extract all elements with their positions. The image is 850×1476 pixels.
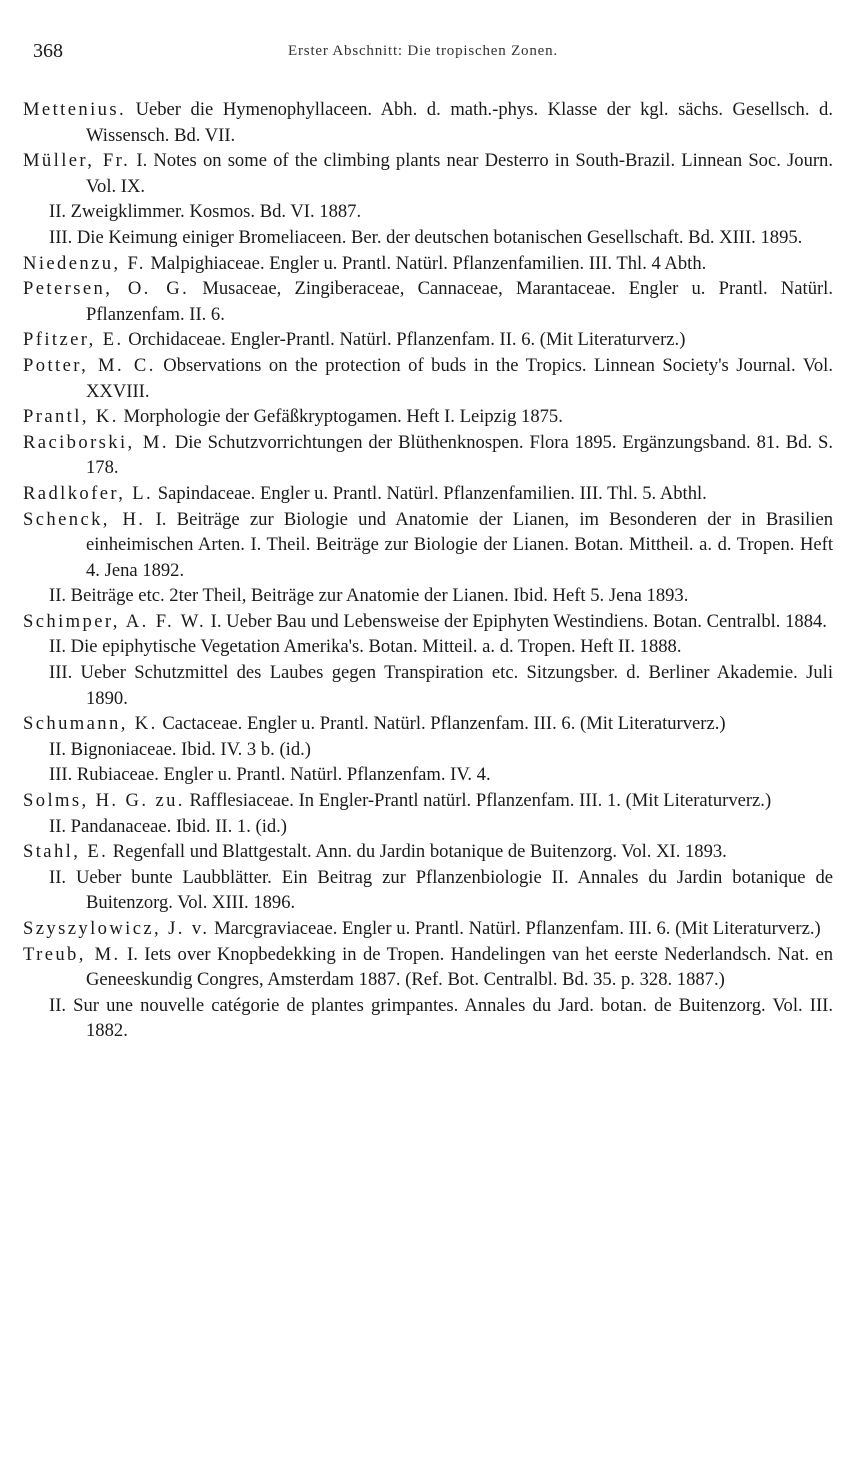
entry-author: Niedenzu, F.	[23, 252, 146, 274]
bibliography-entry	[23, 660, 833, 711]
ditto-dash	[23, 865, 49, 891]
entry-author: Schimper, A. F. W.	[23, 610, 207, 632]
bibliography-entry	[23, 251, 833, 277]
bibliography-entry	[23, 634, 833, 660]
entry-text: II. Beiträge etc. 2ter Theil, Beiträge zur Anatomie der Lianen. Ibid. Heft 5. Jena 1893.	[49, 585, 689, 607]
ditto-dash	[23, 583, 49, 609]
bibliography-entry	[23, 942, 833, 993]
entry-text: II. Sur une nouvelle catégorie de plantes grimpantes. Annales du Jard. botan. de Buitenzorg. Vol. III. 1882.	[49, 994, 833, 1042]
entry-text: Morphologie der Gefäßkryptogamen. Heft I. Leipzig 1875.	[123, 406, 563, 428]
entry-text: Rafflesiaceae. In Engler-Prantl natürl. Pflanzenfam. III. 1. (Mit Literaturverz.)	[189, 790, 772, 812]
entry-text: Orchidaceae. Engler-Prantl. Natürl. Pflanzenfam. II. 6. (Mit Literaturverz.)	[128, 329, 686, 351]
entry-author: Pfitzer, E.	[23, 329, 124, 351]
entry-author: Potter, M. C.	[23, 354, 156, 376]
entry-text: II. Zweigklimmer. Kosmos. Bd. VI. 1887.	[49, 201, 362, 223]
entry-text: Die Schutzvorrichtungen der Blüthenknospen. Flora 1895. Ergänzungsband. 81. Bd. S. 178.	[86, 431, 833, 479]
entry-author: Mettenius.	[23, 99, 127, 120]
ditto-dash	[23, 762, 49, 788]
entry-text: Musaceae, Zingiberaceae, Cannaceae, Marantaceae. Engler u. Prantl. Natürl. Pflanzenfam. II. 6.	[86, 278, 833, 325]
bibliography-entry	[23, 430, 833, 481]
ditto-dash	[23, 634, 49, 660]
running-title: Erster Abschnitt: Die tropischen Zonen.	[288, 43, 558, 59]
entry-author: Szyszylowicz, J. v.	[23, 918, 210, 939]
bibliography-entry	[23, 609, 833, 635]
entry-text: I. Beiträge zur Biologie und Anatomie der Lianen, im Besonderen der in Brasilien einheimischen Arten. I. Theil. Beiträge zur Biologie der Lianen. Botan. Mittheil. a. d. Tropen. Heft 4. Jena 1892.	[86, 508, 834, 581]
ditto-dash	[23, 225, 49, 251]
entry-author: Schumann, K.	[23, 713, 158, 735]
bibliography-entry	[23, 711, 833, 737]
entry-text: II. Ueber bunte Laubblätter. Ein Beitrag zur Pflanzenbiologie II. Annales du Jardin botanique de Buitenzorg. Vol. XIII. 1896.	[49, 866, 833, 914]
entry-text: I. Notes on some of the climbing plants near Desterro in South-Brazil. Linnean Soc. Journ. Vol. IX.	[86, 150, 834, 197]
entry-text: Ueber die Hymenophyllaceen. Abh. d. math.-phys. Klasse der kgl. sächs. Gesellsch. d. Wissensch. Bd. VII.	[86, 99, 833, 146]
bibliography-entry	[23, 353, 833, 404]
bibliography-entry	[23, 199, 833, 225]
entry-text: I. Iets over Knopbedekking in de Tropen. Handelingen van het eerste Nederlandsch. Nat. en Geneeskundig Congres, Amsterdam 1887. (Ref. Bot. Centralbl. Bd. 35. p. 328. 1887.)	[86, 943, 834, 991]
bibliography-entry	[23, 404, 833, 430]
bibliography-entry	[23, 839, 833, 865]
entry-author: Petersen, O. G.	[23, 278, 190, 300]
entry-author: Radlkofer, L.	[23, 482, 154, 504]
entry-author: Raciborski, M.	[23, 431, 169, 453]
entry-text: Sapindaceae. Engler u. Prantl. Natürl. Pflanzenfamilien. III. Thl. 5. Abthl.	[157, 482, 707, 504]
entry-text: III. Rubiaceae. Engler u. Prantl. Natürl. Pflanzenfam. IV. 4.	[49, 764, 491, 786]
entry-text: Regenfall und Blattgestalt. Ann. du Jardin botanique de Buitenzorg. Vol. XI. 1893.	[112, 841, 727, 863]
bibliography-entry	[23, 225, 833, 251]
bibliography-entry	[23, 865, 833, 916]
entry-text: III. Die Keimung einiger Bromeliaceen. Ber. der deutschen botanischen Gesellschaft. Bd. XIII. 1895.	[49, 226, 803, 248]
entry-author: Treub, M.	[23, 943, 121, 965]
ditto-dash	[23, 993, 49, 1019]
bibliography-entry	[23, 737, 833, 763]
bibliography-entry	[23, 481, 833, 507]
bibliography-entry	[23, 993, 833, 1044]
bibliography-entry	[23, 583, 833, 609]
entry-author: Prantl, K.	[23, 406, 119, 428]
ditto-dash	[23, 199, 49, 225]
entry-text: Malpighiaceae. Engler u. Prantl. Natürl. Pflanzenfamilien. III. Thl. 4 Abth.	[150, 252, 707, 274]
page-number: 368	[33, 40, 63, 62]
entry-author: Müller, Fr.	[23, 150, 131, 172]
entry-text: I. Ueber Bau und Lebensweise der Epiphyten Westindiens. Botan. Centralbl. 1884.	[210, 610, 827, 632]
bibliography-list	[23, 97, 833, 1044]
entry-author: Stahl, E.	[23, 841, 109, 863]
bibliography-entry	[23, 327, 833, 353]
ditto-dash	[23, 814, 49, 840]
entry-author: Solms, H. G. zu.	[23, 790, 185, 812]
bibliography-entry	[23, 97, 833, 148]
entry-text: II. Bignoniaceae. Ibid. IV. 3 b. (id.)	[49, 738, 311, 760]
entry-text: III. Ueber Schutzmittel des Laubes gegen Transpiration etc. Sitzungsber. d. Berliner Akademie. Juli 1890.	[49, 662, 833, 709]
bibliography-entry	[23, 762, 833, 788]
entry-text: II. Die epiphytische Vegetation Amerika's. Botan. Mitteil. a. d. Tropen. Heft II. 1888.	[49, 636, 682, 658]
entry-text: II. Pandanaceae. Ibid. II. 1. (id.)	[49, 815, 287, 837]
ditto-dash	[23, 660, 49, 686]
entry-author: Schenck, H.	[23, 508, 146, 530]
bibliography-entry	[23, 276, 833, 327]
entry-text: Observations on the protection of buds in the Tropics. Linnean Society's Journal. Vol. XXVIII.	[86, 354, 833, 402]
entry-text: Marcgraviaceae. Engler u. Prantl. Natürl. Pflanzenfam. III. 6. (Mit Literaturverz.)	[214, 918, 821, 939]
entry-text: Cactaceae. Engler u. Prantl. Natürl. Pflanzenfam. III. 6. (Mit Literaturverz.)	[162, 713, 726, 735]
ditto-dash	[23, 737, 49, 763]
bibliography-entry	[23, 916, 833, 942]
bibliography-entry	[23, 814, 833, 840]
bibliography-entry	[23, 788, 833, 814]
bibliography-entry	[23, 148, 833, 199]
page-header	[33, 40, 813, 70]
bibliography-entry	[23, 507, 833, 584]
